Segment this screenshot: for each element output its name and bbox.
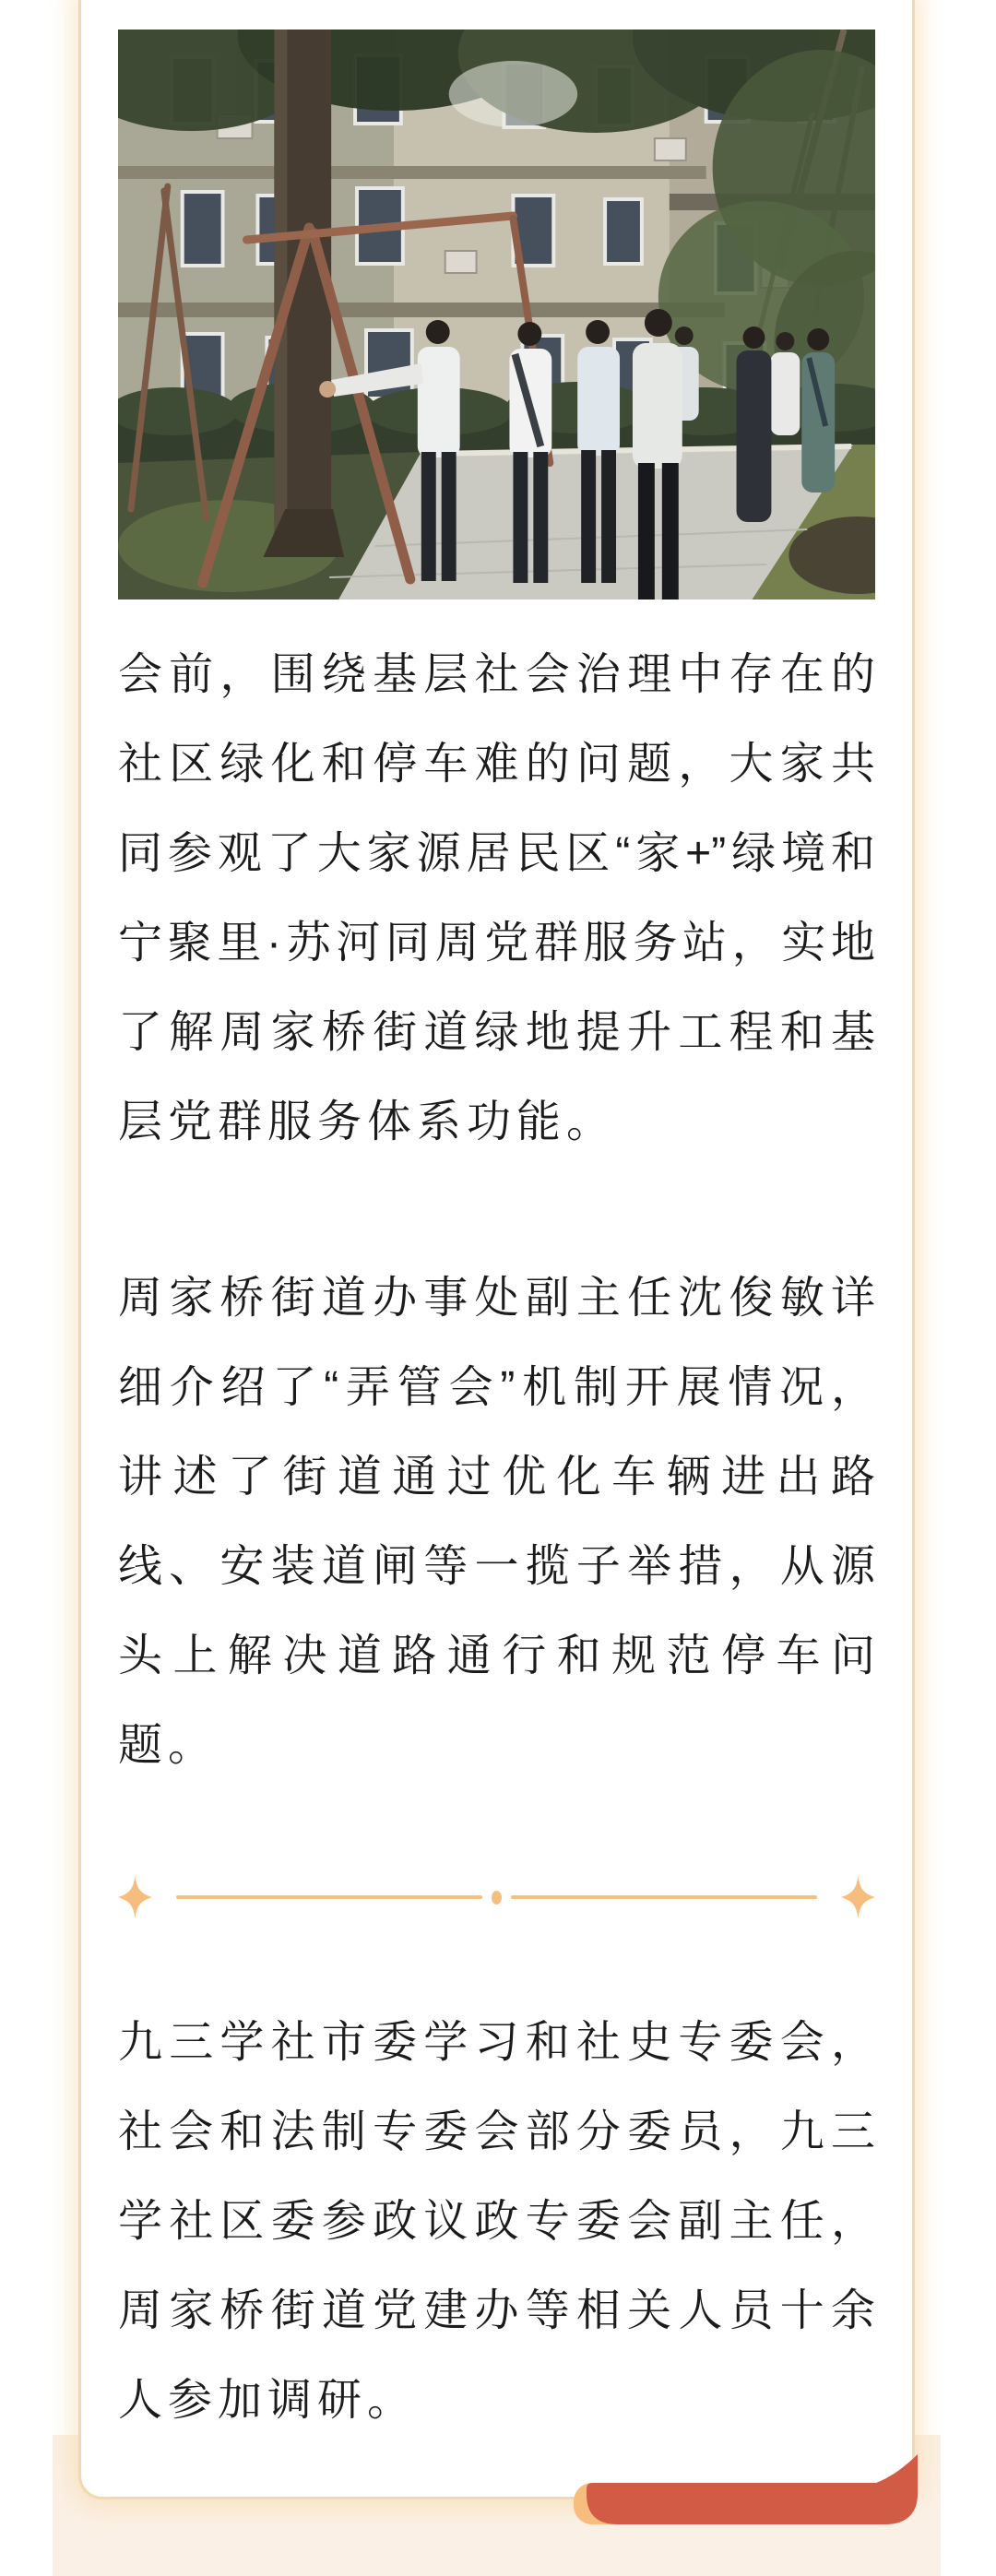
section-divider xyxy=(118,1876,875,1918)
paragraph-line: 周家桥街道党建办等相关人员十余 xyxy=(118,2286,875,2335)
paragraph-line: 人参加调研。 xyxy=(118,2376,418,2425)
paragraph-line: 头上解决道路通行和规范停车问 xyxy=(118,1632,875,1680)
paragraph-line: 线、安装道闸等一揽子举措，从源 xyxy=(118,1542,875,1591)
divider-diamond-right-icon xyxy=(841,1876,875,1918)
paragraph-line: 宁聚里·苏河同周党群服务站，实地 xyxy=(118,919,875,967)
paragraph-line: 了解周家桥街道绿地提升工程和基 xyxy=(118,1008,875,1057)
footer-red-accent xyxy=(572,2451,922,2527)
paragraph-2 xyxy=(118,1253,875,1790)
paragraph-line: 学社区委参政议政专委会副主任， xyxy=(118,2197,875,2246)
paragraph-line: 层党群服务体系功能。 xyxy=(118,1098,617,1146)
paragraph-line: 细介绍了“弄管会”机制开展情况， xyxy=(118,1363,875,1412)
divider-diamond-left-icon xyxy=(118,1876,152,1918)
divider-rule-right xyxy=(511,1895,817,1899)
content-card xyxy=(78,0,915,2499)
paragraph-line: 社区绿化和停车难的问题，大家共 xyxy=(118,740,875,789)
article-photo[interactable] xyxy=(118,30,875,599)
paragraph-1 xyxy=(118,630,875,1167)
paragraph-line: 社会和法制专委会部分委员，九三 xyxy=(118,2107,875,2156)
paragraph-3 xyxy=(118,1998,875,2445)
paragraph-line: 会前，围绕基层社会治理中存在的 xyxy=(118,650,875,699)
photo-scene-svg xyxy=(118,30,875,599)
paragraph-line: 同参观了大家源居民区“家+”绿境和 xyxy=(118,829,875,878)
divider-rule-left xyxy=(176,1895,482,1899)
paragraph-line: 题。 xyxy=(118,1721,219,1770)
paragraph-line: 周家桥街道办事处副主任沈俊敏详 xyxy=(118,1274,875,1323)
paragraph-line: 九三学社市委学习和社史专委会， xyxy=(118,2018,875,2067)
divider-dot-icon xyxy=(492,1891,502,1905)
paragraph-line: 讲述了街道通过优化车辆进出路 xyxy=(118,1453,875,1502)
